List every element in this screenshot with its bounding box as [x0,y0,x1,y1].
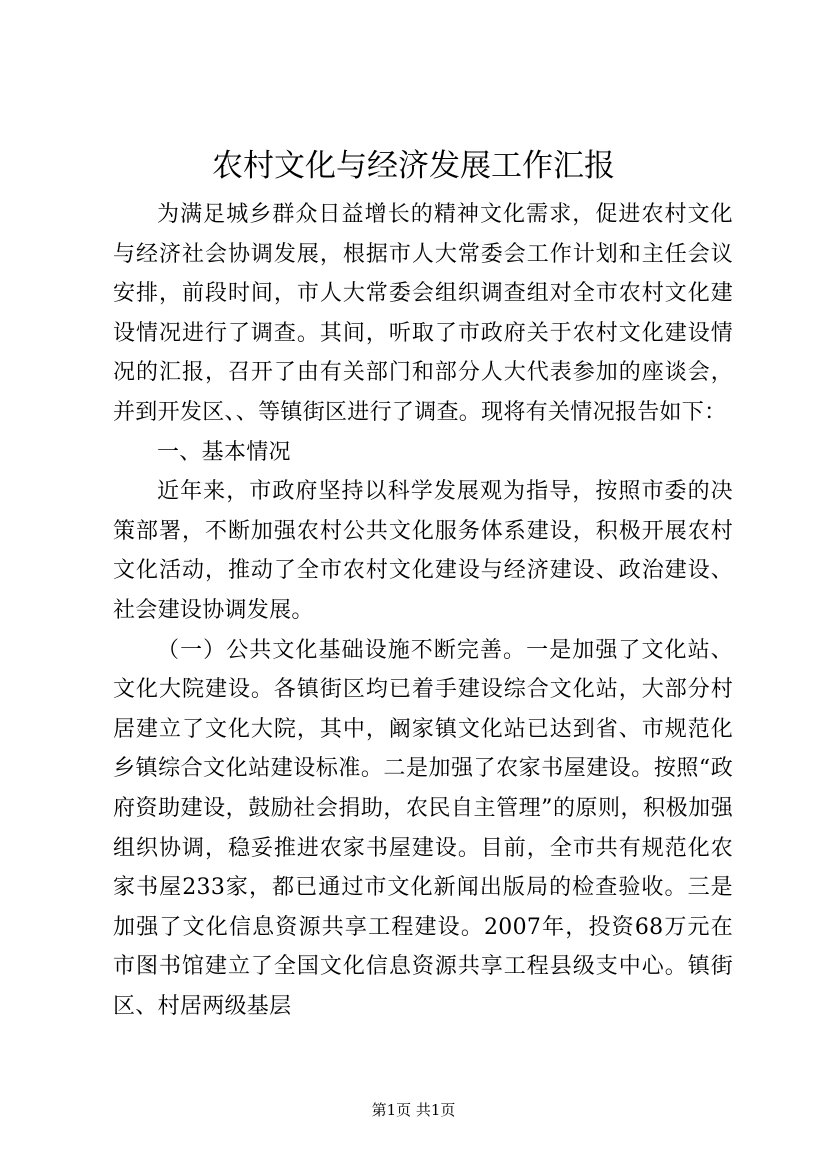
overview-paragraph: 近年来，市政府坚持以科学发展观为指导，按照市委的决策部署，不断加强农村公共文化服务体系建设，积极开展农村文化活动，推动了全市农村文化建设与经济建设、政治建设、社会建设协调发展。 [113,479,733,623]
intro-paragraph: 为满足城乡群众日益增长的精神文化需求，促进农村文化与经济社会协调发展，根据市人大常委会工作计划和主任会议安排，前段时间，市人大常委会组织调查组对全市农村文化建设情况进行了调查。其间，听取了市政府关于农村文化建设情况的汇报，召开了由有关部门和部分人大代表参加的座谈会，并到开发区、、等镇街区进行了调查。现将有关情况报告如下： [113,202,733,425]
page-footer: 第1页 共1页 [371,1101,456,1119]
document-body [113,195,733,1026]
document-title: 农村文化与经济发展工作汇报 [212,148,615,184]
facilities-paragraph: （一）公共文化基础设施不断完善。一是加强了文化站、文化大院建设。各镇街区均已着手建设综合文化站，大部分村居建立了文化大院，其中，阚家镇文化站已达到省、市规范化乡镇综合文化站建设标准。二是加强了农家书屋建设。按照“政府资助建设，鼓励社会捐助，农民自主管理”的原则，积极加强组织协调，稳妥推进农家书屋建设。目前，全市共有规范化农家书屋233家，都已通过市文化新闻出版局的检查验收。三是加强了文化信息资源共享工程建设。2007年，投资68万元在市图书馆建立了全国文化信息资源共享工程县级支中心。镇街区、村居两级基层 [113,637,733,1019]
section-heading-basic-situation: 一、基本情况 [157,439,291,465]
